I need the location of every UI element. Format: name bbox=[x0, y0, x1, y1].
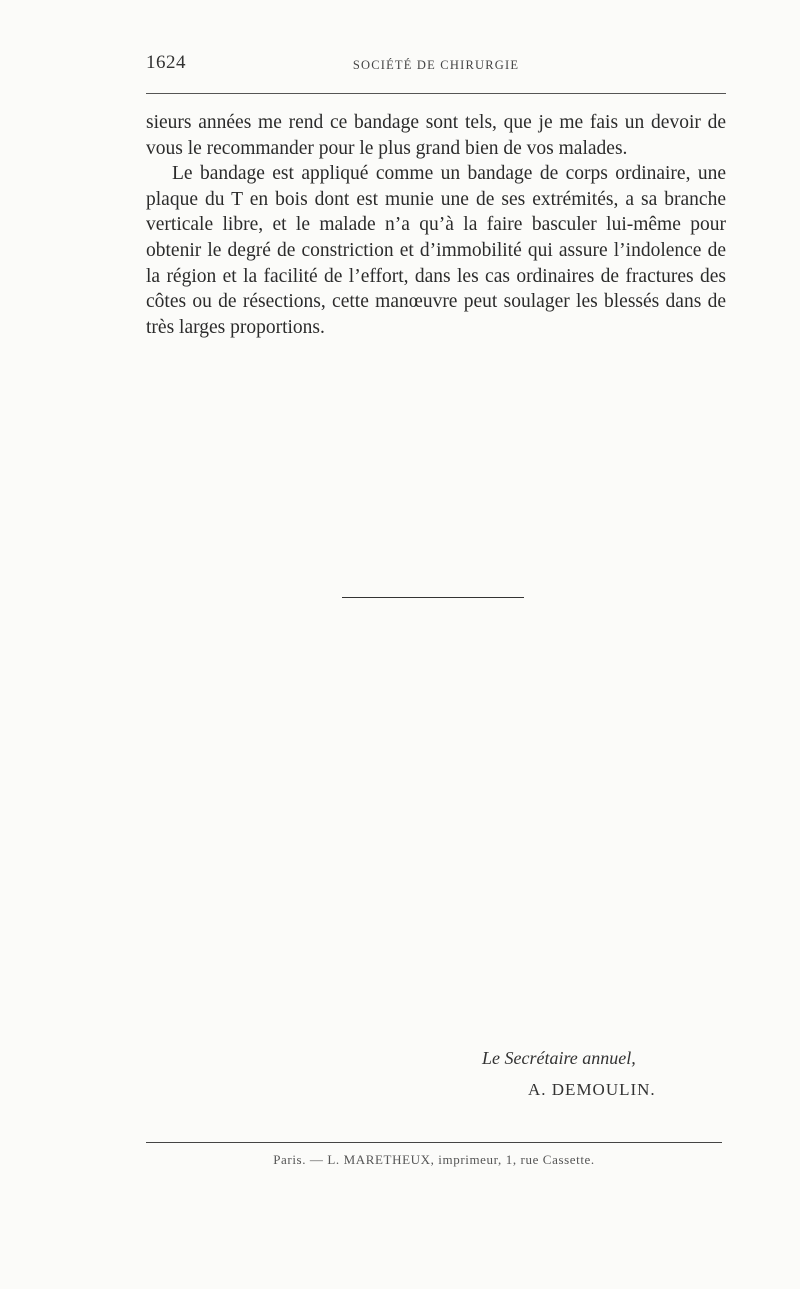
header-rule bbox=[146, 93, 726, 94]
page-header bbox=[146, 52, 726, 78]
section-separator-rule bbox=[342, 597, 524, 598]
running-head: SOCIÉTÉ DE CHIRURGIE bbox=[352, 58, 520, 72]
page-number: 1624 bbox=[146, 52, 186, 73]
paragraph-bandage: Le bandage est appliqué comme un bandage de corps ordinaire, une plaque du T en bois dont est munie une de ses extrémités, a sa branche verticale libre, et le malade n’a qu’à la faire basculer lui-même pour obtenir le degré de constriction et d’immobilité qui assure l’indolence de la région et la facilité de l’effort, dans les cas ordinaires de fractures des côtes ou de résections, cette manœuvre peut soulager les blessés dans de très larges proportions. bbox=[146, 163, 726, 338]
body-text bbox=[146, 110, 726, 340]
signature-title: Le Secrétaire annuel, bbox=[482, 1048, 636, 1068]
signature-name: A. DEMOULIN. bbox=[528, 1080, 656, 1099]
printer-imprint: Paris. — L. MARETHEUX, imprimeur, 1, rue Cassette. bbox=[273, 1152, 595, 1167]
paragraph-continuation: sieurs années me rend ce bandage sont tels, que je me fais un devoir de vous le recommander pour le plus grand bien de vos malades. bbox=[146, 112, 726, 159]
footer-rule bbox=[146, 1142, 722, 1143]
